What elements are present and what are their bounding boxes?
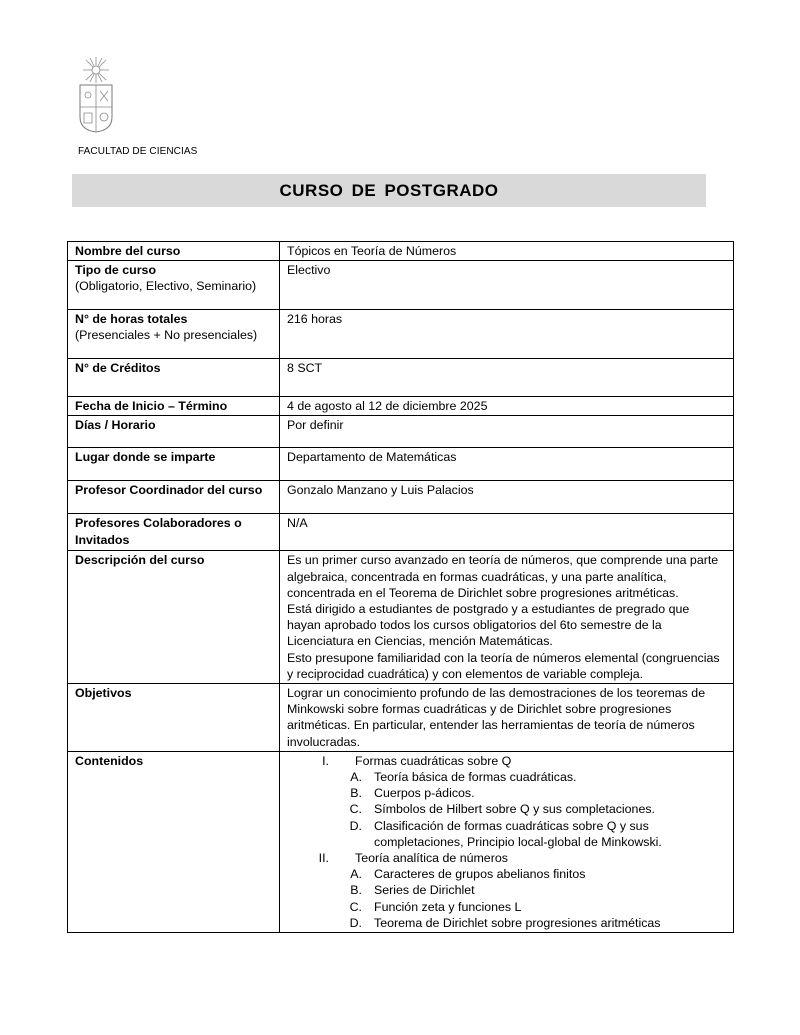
table-row [68,751,734,932]
item-letter: D. [349,915,362,930]
outline-section [287,850,726,866]
university-shield-logo-icon [78,55,114,133]
table-row [68,310,734,359]
item-text: Símbolos de Hilbert sobre Q y sus completaciones. [374,802,655,817]
table-row [68,416,734,448]
description-paragraph: Es un primer curso avanzado en teoría de números, que comprende una parte algebraica, concentrada en formas cuadráticas, y una parte analítica, concentrada en el Teorema de Dirichlet sobre progresiones aritméticas. [287,553,719,600]
row-label: Tipo de curso [75,263,157,278]
row-value: Departamento de Matemáticas [287,450,457,465]
outline-item [287,882,726,898]
course-info-table [67,241,734,933]
row-value: Gonzalo Manzano y Luis Palacios [287,483,474,498]
row-sublabel: (Obligatorio, Electivo, Seminario) [75,279,257,294]
row-sublabel: (Presenciales + No presenciales) [75,328,258,343]
item-letter: A. [350,867,362,882]
item-letter: C. [349,899,362,914]
table-row [68,514,734,551]
row-label: Contenidos [75,753,144,768]
banner [72,174,706,207]
outline-item [287,866,726,882]
table-row [68,261,734,310]
item-letter: C. [349,802,362,817]
row-value: 8 SCT [287,361,323,376]
table-row [68,481,734,514]
outline-section [287,753,726,769]
item-text: Caracteres de grupos abelianos finitos [374,867,586,882]
table-row [68,359,734,397]
description-paragraph: Esto presupone familiaridad con la teoría de números elemental (congruencias y reciprocidad cuadrática) y con elementos de variable compleja. [287,650,720,681]
row-label: Objetivos [75,686,132,701]
row-value: 216 horas [287,312,343,327]
item-letter: B. [350,786,362,801]
row-label: Profesor Coordinador del curso [75,483,263,498]
row-value: Tópicos en Teoría de Números [287,244,457,258]
row-label: N° de Créditos [75,361,161,376]
item-text: Teorema de Dirichlet sobre progresiones aritméticas [374,915,661,930]
item-text: Función zeta y funciones L [374,899,522,914]
row-label: Nombre del curso [75,244,181,258]
row-value: 4 de agosto al 12 de diciembre 2025 [287,399,488,414]
section-numeral: I. [322,753,329,768]
contents-outline [280,751,734,932]
row-label: Lugar donde se imparte [75,450,216,465]
item-letter: D. [349,818,362,833]
table-row [68,448,734,481]
table-row [68,397,734,416]
row-label: Fecha de Inicio – Término [75,399,228,414]
outline-item [287,915,726,931]
description-paragraph: Está dirigido a estudiantes de postgrado y a estudiantes de pregrado que hayan aprobado todos los cursos obligatorios del 6to semestre de la Licenciatura en Ciencias, mención Matemáticas. [287,602,690,649]
row-value: N/A [287,516,308,531]
banner-title: CURSO DE POSTGRADO [279,180,499,200]
outline-item [287,818,726,850]
item-letter: A. [350,770,362,785]
outline-item [287,801,726,817]
table-row [68,684,734,752]
section-numeral: II. [318,851,329,866]
row-value: Electivo [287,263,331,278]
section-title: Formas cuadráticas sobre Q [355,753,512,768]
item-text: Clasificación de formas cuadráticas sobre Q y sus completaciones, Principio local-global de Minkowski. [374,818,662,849]
objectives-paragraph: Lograr un conocimiento profundo de las demostraciones de los teoremas de Minkowski sobre formas cuadráticas y de Dirichlet sobre progresiones aritméticas. En particular, entender las herramientas de teoría de números involucradas. [287,686,706,749]
outline-item [287,769,726,785]
item-letter: B. [350,883,362,898]
faculty-name: FACULTAD DE CIENCIAS [78,146,198,157]
item-text: Teoría básica de formas cuadráticas. [374,770,577,785]
row-label: Días / Horario [75,418,156,433]
outline-item [287,899,726,915]
outline-item [287,785,726,801]
table-row [68,242,734,261]
section-title: Teoría analítica de números [355,851,508,866]
item-text: Cuerpos p-ádicos. [374,786,475,801]
row-label: Profesores Colaboradores o Invitados [75,516,242,547]
row-label: Descripción del curso [75,553,205,568]
row-label: N° de horas totales [75,312,188,327]
item-text: Series de Dirichlet [374,883,475,898]
table-row [68,551,734,684]
row-value: Por definir [287,418,344,433]
